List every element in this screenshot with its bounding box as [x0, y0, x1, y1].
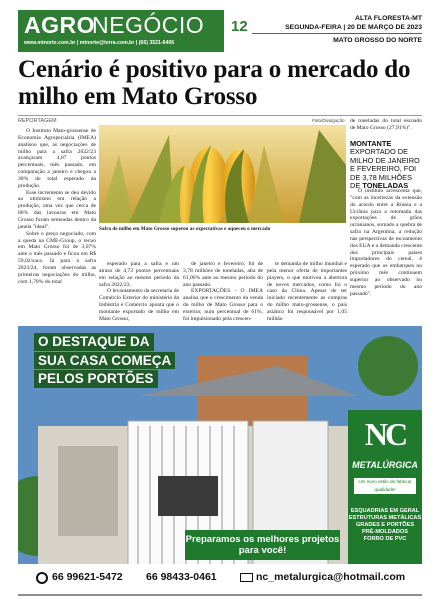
masthead-info [252, 14, 422, 45]
ad-headline-line: O DESTAQUE DA [34, 333, 154, 351]
masthead-rule [252, 33, 422, 34]
paragraph: Sobre o preço negociado, com a queda na CME-Group, o recuo em Mato Grosso foi de 3,07% ante o mês passado e ficou em R$ 59,02/saca. Já para a safra 2023/24, foram observadas as primeiras negociações do milho, com 1,78% do total [18, 230, 96, 285]
ad-slogan: Preparamos os melhores projetos para você! [185, 530, 340, 560]
paragraph: esperado para a safra e um atraso de 4,73 pontos percentuais em relação ao mesmo período da safra 2022/23. [99, 261, 179, 288]
article-column-5-bottom [350, 188, 422, 298]
corn-photo [99, 125, 346, 223]
service-item: PRÉ-MOLDADOS [362, 529, 408, 535]
brand-logo [18, 10, 224, 52]
section-rule [18, 115, 422, 116]
article-column-3 [183, 261, 263, 323]
paragraph: de janeiro e fevereiro, foi de 3,78 milhões de toneladas, alta de 61,06% ante ao mesmo período do ano passado. [183, 261, 263, 288]
ad-headline [34, 333, 175, 389]
phone-1: 66 99621-5472 [52, 571, 123, 583]
whatsapp-icon [36, 572, 48, 584]
logo-name: METALÚRGICA [352, 460, 418, 470]
email: nc_metalurgica@hotmail.com [256, 571, 406, 583]
brand-contact: www.mtnorte.com.br | mtnorte@terra.com.br | (66) 3521-6406 [24, 40, 175, 46]
paragraph: O instituto acrescenta que, "com as incertezas da extensão do acordo entre a Rússia e a Ucrânia para a retomada das exportações de grãos ucranianos, somado a quebra de safra na Argentina, a redução nas perspectivas de escoamento dos EUA e a demanda crescente dos principais países importadores do cereal, é esperado que os embarques no próximo mês continuem superior ao observado no mesmo período do ano passado". [350, 188, 422, 297]
logo-letters: NC [364, 416, 406, 452]
masthead [18, 10, 422, 58]
edition: MATO GROSSO DO NORTE [333, 37, 422, 44]
service-item: ESQUADRIAS EM GERAL [350, 508, 420, 514]
paragraph: Esse incremento se deu devido ao otimismo em relação a produção, uma vez que cerca de 80% das lavouras em Mato Grosso foram semeadas dentro da janela "ideal". [18, 189, 96, 230]
ad-services-list [348, 500, 422, 564]
brand-negocio: NEGÓCIO [92, 12, 205, 38]
email-icon [240, 573, 253, 582]
page-number: 12 [231, 18, 248, 35]
ad-headline-line: PELOS PORTÕES [34, 370, 158, 388]
pullquote [350, 140, 422, 190]
pullquote-highlight-end: TONELADAS [362, 181, 409, 191]
ad-headline-line: SUA CASA COMEÇA [34, 352, 175, 370]
paragraph: de toneladas do total escoado de Mato Grosso (27,91%)". [350, 118, 422, 131]
photo-caption: Safra de milho em Mato Grosso superou as expectativas e aqueceu o mercado [99, 226, 271, 232]
ad-contact-bar [18, 564, 422, 594]
paragraph: O levantamento da secretaria de Comércio Exterior do ministério da Indústria e Comércio aponta que o montante exportado de milho em Mato Grosso, [99, 288, 179, 322]
service-item: GRADES E PORTÕES [355, 522, 415, 528]
date: SEGUNDA-FEIRA | 20 DE MARÇO DE 2023 [285, 24, 422, 31]
article-column-2 [99, 261, 179, 323]
logo-tagline: Um novo estilo de fabricar qualidade! [354, 478, 416, 494]
service-item: FORRO DE PVC [363, 536, 407, 542]
article-headline: Cenário é positivo para o mercado do milho em Mato Grosso [18, 56, 411, 110]
photo-credit: Foto/Divulgação [312, 118, 345, 123]
paragraph: EXPORTAÇÕES - O IMEA analisa que o crescimento da venda do milho de Mato Grosso para o exterior, num percentual de 61%, foi impulsionado pela crescen- [183, 288, 263, 322]
section-label: REPORTAGEM [18, 118, 57, 124]
pullquote-body: EXPORTADO DE MILHO DE JANEIRO E FEVEREIRO, FOI DE 3,78 MILHÕES DE [350, 147, 420, 191]
article-column-5-top [350, 118, 422, 132]
city: ALTA FLORESTA-MT [355, 15, 422, 22]
ad-logo [348, 410, 422, 500]
corn-illustration [99, 125, 346, 223]
paragraph: O Instituto Mato-grossense de Economia Agropecuária (IMEA) analisou que, as negociações de milho para a safra 2022/23 avançaram 4,87 pontos percentuais, mês passado, em comparação a janeiro e chegou a 30% do total esperado da produção. [18, 128, 96, 189]
paragraph: te demanda de milho mundial e pela menor oferta de importantes players, o que motivou a abertura de novos mercados, como foi o caso da China. Apesar de ter iniciado recentemente as compras do milho mato-grossense, o país asiático foi responsável por 1,05 milhão [267, 261, 347, 322]
phone-2: 66 98433-0461 [146, 571, 217, 583]
pullquote-highlight: MONTANTE [350, 139, 392, 148]
article-column-4 [267, 261, 347, 323]
service-item: ESTRUTURAS METÁLICAS [348, 515, 422, 521]
brand-agro: AGRO [24, 12, 95, 38]
article-column-1 [18, 128, 96, 285]
